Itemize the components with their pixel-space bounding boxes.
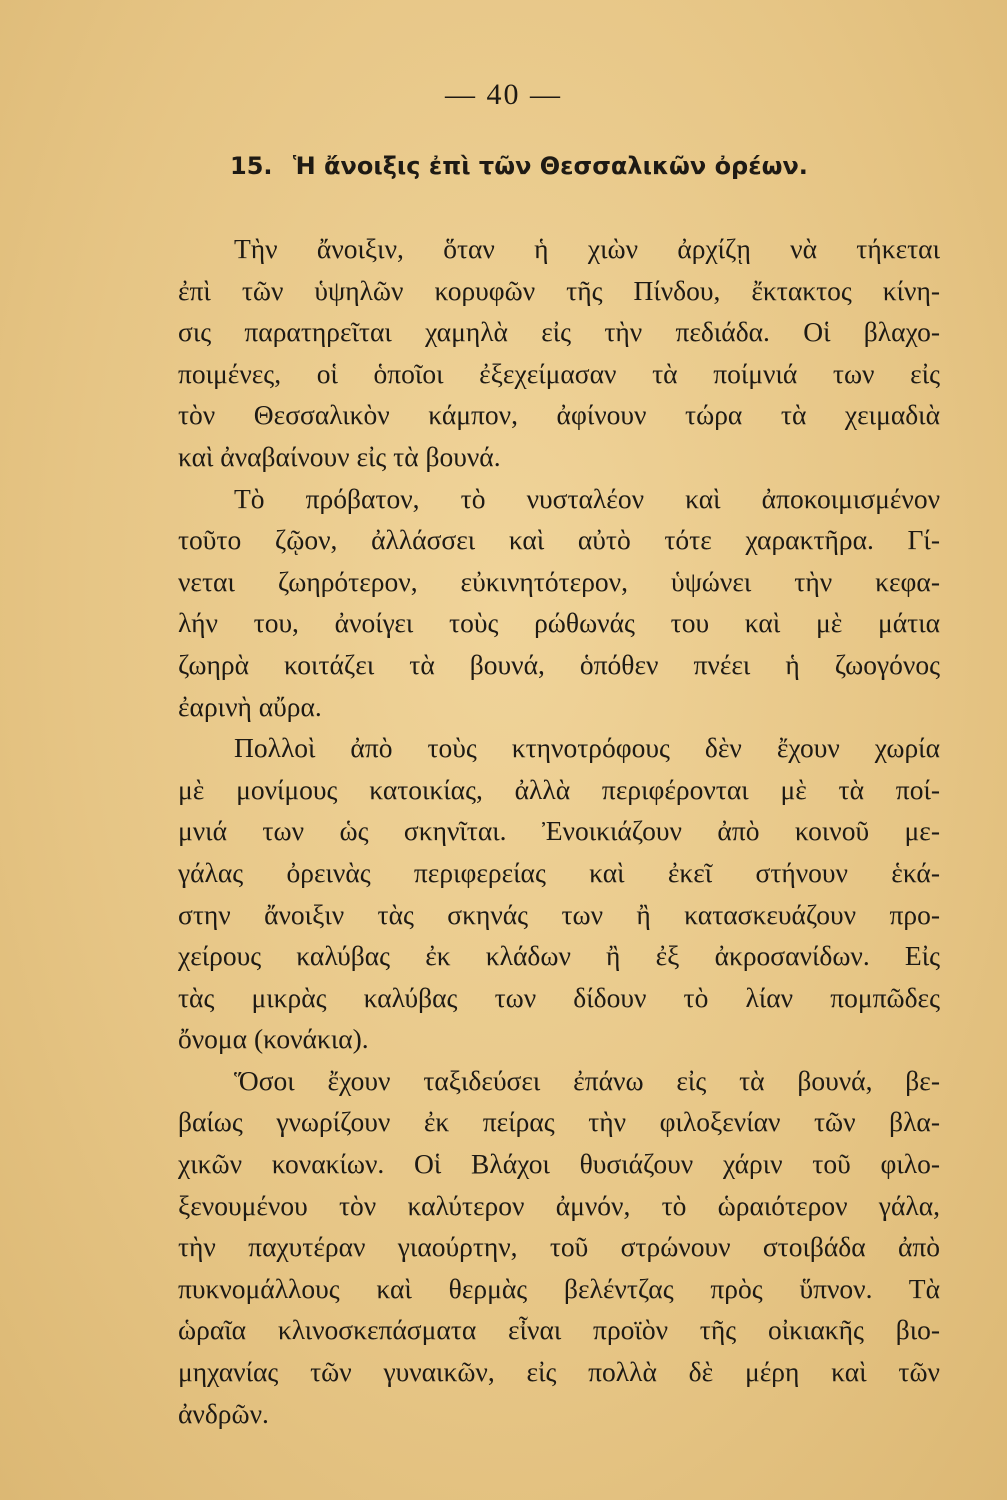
- text-line: ὄνομα (κονάκια).: [178, 1023, 369, 1055]
- text-line: πυκνομάλλους καὶ θερμὰς βελέντζας πρὸς ὕπνον. Τὰ: [178, 1272, 940, 1304]
- text-line: Τὴν ἄνοιξιν, ὅταν ἡ χιὼν ἀρχίζῃ νὰ τήκεται: [234, 233, 940, 264]
- section-heading: [230, 152, 930, 180]
- paragraph-2: [178, 478, 940, 728]
- text-line: χείρους καλύβας ἐκ κλάδων ἢ ἐξ ἀκροσανίδων. Εἰς: [178, 940, 940, 972]
- text-line: ἐαρινὴ αὔρα.: [178, 690, 322, 722]
- text-line: τὰς μικρὰς καλύβας των δίδουν τὸ λίαν πομπῶδες: [178, 981, 940, 1013]
- text-line: γάλας ὀρεινὰς περιφερείας καὶ ἐκεῖ στήνουν ἑκά-: [178, 856, 940, 888]
- text-line: νεται ζωηρότερον, εὐκινητότερον, ὑψώνει τὴν κεφα-: [178, 565, 940, 597]
- text-line: τὴν παχυτέραν γιαούρτην, τοῦ στρώνουν στοιβάδα ἀπὸ: [178, 1231, 940, 1263]
- text-line: τὸν Θεσσαλικὸν κάμπον, ἀφίνουν τώρα τὰ χειμαδιὰ: [178, 399, 940, 431]
- body-text: [178, 228, 940, 1434]
- text-line: τοῦτο ζῷον, ἀλλάσσει καὶ αὐτὸ τότε χαρακτῆρα. Γί-: [178, 524, 940, 556]
- text-line: Τὸ πρόβατον, τὸ νυσταλέον καὶ ἀποκοιμισμένον: [234, 482, 940, 514]
- text-line: ποιμένες, οἱ ὁποῖοι ἐξεχείμασαν τὰ ποίμνιά των εἰς: [178, 357, 940, 389]
- page-number: — 40 —: [445, 78, 562, 111]
- text-line: καὶ ἀναβαίνουν εἰς τὰ βουνά.: [178, 440, 501, 472]
- paragraph-4: [178, 1060, 940, 1434]
- text-line: ὡραῖα κλινοσκεπάσματα εἶναι προϊὸν τῆς οἰκιακῆς βιο-: [178, 1314, 940, 1346]
- text-line: σις παρατηρεῖται χαμηλὰ εἰς τὴν πεδιάδα. Οἱ βλαχο-: [178, 316, 940, 348]
- section-title: Ἡ ἄνοιξις ἐπὶ τῶν Θεσσαλικῶν ὀρέων.: [292, 152, 808, 180]
- text-line: Ὅσοι ἔχουν ταξιδεύσει ἐπάνω εἰς τὰ βουνά, βε-: [234, 1064, 940, 1096]
- text-line: Πολλοὶ ἀπὸ τοὺς κτηνοτρόφους δὲν ἔχουν χωρία: [234, 732, 940, 764]
- text-line: μνιά των ὡς σκηνῖται. Ἐνοικιάζουν ἀπὸ κοινοῦ με-: [178, 815, 940, 847]
- text-line: ξενουμένου τὸν καλύτερον ἀμνόν, τὸ ὡραιότερον γάλα,: [178, 1189, 940, 1221]
- paragraph-1: [178, 228, 940, 478]
- text-line: μὲ μονίμους κατοικίας, ἀλλὰ περιφέρονται μὲ τὰ ποί-: [178, 773, 940, 805]
- text-line: στην ἄνοιξιν τὰς σκηνάς των ἢ κατασκευάζουν προ-: [178, 898, 940, 930]
- text-line: λήν του, ἀνοίγει τοὺς ρώθωνάς του καὶ μὲ μάτια: [178, 607, 940, 639]
- paragraph-3: [178, 727, 940, 1060]
- text-line: χικῶν κονακίων. Οἱ Βλάχοι θυσιάζουν χάριν τοῦ φιλο-: [178, 1148, 940, 1180]
- text-line: ἀνδρῶν.: [178, 1397, 269, 1429]
- text-line: μηχανίας τῶν γυναικῶν, εἰς πολλὰ δὲ μέρη καὶ τῶν: [178, 1356, 940, 1388]
- text-line: ζωηρὰ κοιτάζει τὰ βουνά, ὁπόθεν πνέει ἡ ζωογόνος: [178, 648, 940, 680]
- text-line: ἐπὶ τῶν ὑψηλῶν κορυφῶν τῆς Πίνδου, ἔκτακτος κίνη-: [178, 274, 940, 306]
- text-line: βαίως γνωρίζουν ἐκ πείρας τὴν φιλοξενίαν τῶν βλα-: [178, 1106, 940, 1138]
- section-number: 15.: [230, 152, 273, 180]
